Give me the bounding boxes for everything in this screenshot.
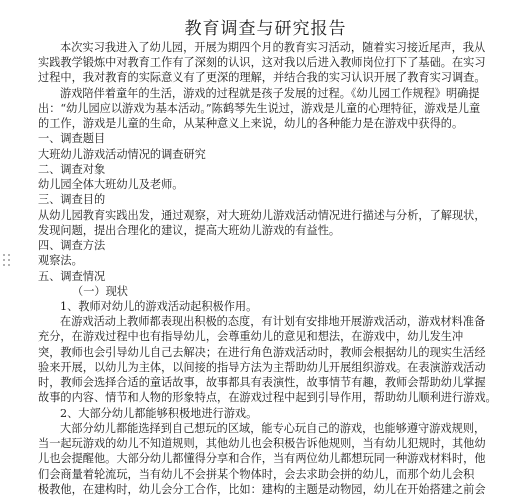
paragraph-line: 大班幼儿游戏活动情况的调查研究 — [38, 147, 206, 161]
paragraph-line: 的工作，游戏是儿童的生命，从某种意义上来说，幼儿的各种能力是在游戏中获得的。 — [38, 117, 464, 131]
document-title: 教育调查与研究报告 — [184, 19, 347, 39]
section-heading: 四、调查方法 — [38, 239, 106, 253]
paragraph-line: 过程中，我对教育的实际意义有了更深的理解，并结合我的实习认识开展了教育实习调查。 — [38, 71, 486, 85]
paragraph-line: 充分，在游戏过程中也有指导幼儿，会尊重幼儿的意见和想法，在游戏中，幼儿发生冲 — [38, 330, 464, 344]
subsection-heading: （一）现状 — [72, 284, 128, 298]
section-heading: 三、调查目的 — [38, 193, 106, 207]
drag-handle-icon[interactable] — [3, 254, 11, 268]
section-heading: 二、调查对象 — [38, 162, 106, 176]
paragraph-line: 大部分幼儿都能选择到自己想玩的区域，能专心玩自己的游戏，也能够遵守游戏规则， — [60, 421, 486, 435]
paragraph-line: 当一起玩游戏的幼儿不知道规则，其他幼儿也会积极告诉他规则，当有幼儿犯规时，其他幼 — [38, 437, 486, 451]
paragraph-line: 极教他，在建构时，幼儿会分工合作，比如：建构的主题是动物园，幼儿在开始搭建之前会 — [38, 482, 486, 496]
paragraph-line: 突，教师也会引导幼儿自己去解决；在进行角色游戏活动时，教师会根据幼儿的现实生活经 — [38, 345, 486, 359]
section-heading: 一、调查题目 — [38, 132, 106, 146]
section-heading: 五、调查情况 — [38, 269, 106, 283]
paragraph-line: 儿也会提醒他。大部分幼儿都懂得分享和合作，当有两位幼儿都想玩同一种游戏材料时，他 — [38, 452, 486, 466]
paragraph-line: 出：“幼儿园应以游戏为基本活动。”陈鹤琴先生说过，游戏是儿童的心理特征，游戏是儿童 — [38, 101, 481, 115]
paragraph-line: 发现问题，提出合理化的建议，提高大班幼儿游戏的有益性。 — [38, 223, 341, 237]
paragraph-line: 本次实习我进入了幼儿园，开展为期四个月的教育实习活动，随着实习接近尾声，我从 — [60, 41, 486, 54]
paragraph-line: 从幼儿园教育实践出发，通过观察，对大班幼儿游戏活动情况进行描述与分析，了解现状， — [38, 208, 486, 222]
paragraph-line: 实践教学锻炼中对教育工作有了深刻的认识，这对我以后进入教师岗位打下了基础。在实习 — [38, 56, 486, 70]
paragraph-line: 验来开展，以幼儿为主体，以间接的指导方法为主帮助幼儿开展组织游戏。在表演游戏活动 — [38, 360, 486, 374]
paragraph-line: 在游戏活动上教师都表现出积极的态度，有计划有安排地开展游戏活动，游戏材料准备 — [60, 315, 486, 329]
paragraph-line: 幼儿园全体大班幼儿及老师。 — [38, 178, 184, 192]
paragraph-line: 观察法。 — [38, 254, 83, 268]
paragraph-line: 时，教师会选择合适的童话故事，故事都具有表演性，故事情节有趣，教师会帮助幼儿掌握 — [38, 376, 486, 390]
list-item: 2、大部分幼儿都能够积极地进行游戏。 — [60, 406, 258, 420]
paragraph-line: 故事的内容、情节和人物的形象特点，在游戏过程中起到引导作用，帮助幼儿顺利进行游戏。 — [38, 391, 497, 405]
paragraph-line: 们会商量着轮流玩，当有幼儿不会拼某个物体时，会去求助会拼的幼儿，而那个幼儿会积 — [38, 467, 475, 481]
list-item: 1、教师对幼儿的游戏活动起积极作用。 — [60, 299, 258, 313]
paragraph-line: 游戏陪伴着童年的生活，游戏的过程就是孩子发展的过程。《幼儿园工作规程》明确提 — [60, 86, 480, 100]
